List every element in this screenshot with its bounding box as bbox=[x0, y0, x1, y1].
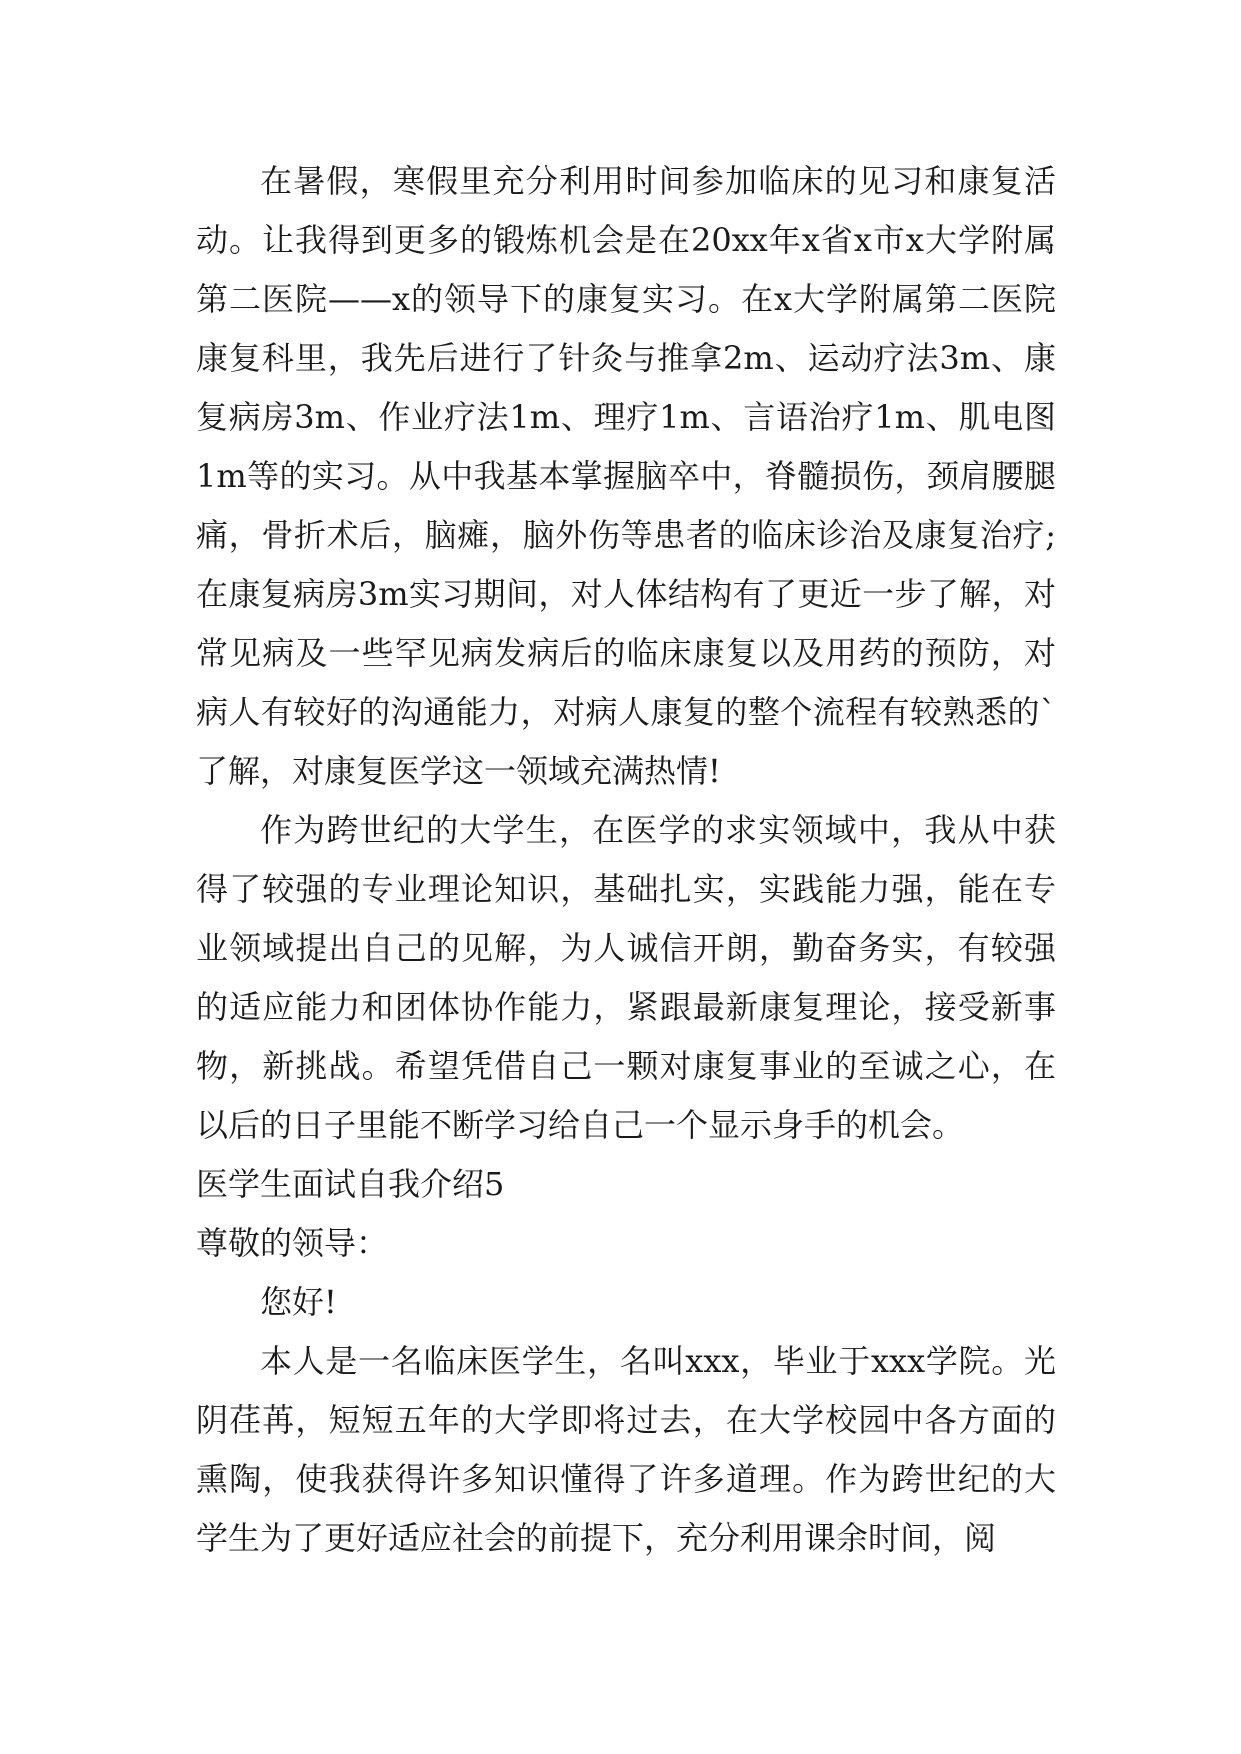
paragraph-internship: 在暑假，寒假里充分利用时间参加临床的见习和康复活动。让我得到更多的锻炼机会是在20xx年x省x市x大学附属第二医院——x的领导下的康复实习。在x大学附属第二医院康复科里，我先后进行了针灸与推拿2m、运动疗法3m、康复病房3m、作业疗法1m、理疗1m、言语治疗1m、肌电图1m等的实习。从中我基本掌握脑卒中，脊髓损伤，颈肩腰腿痛，骨折术后，脑瘫，脑外伤等患者的临床诊治及康复治疗;在康复病房3m实习期间，对人体结构有了更近一步了解，对常见病及一些罕见病发病后的临床康复以及用药的预防，对病人有较好的沟通能力，对病人康复的整个流程有较熟悉的`了解，对康复医学这一领域充满热情! bbox=[196, 162, 1056, 790]
paragraph-self-assessment: 作为跨世纪的大学生，在医学的求实领域中，我从中获得了较强的专业理论知识，基础扎实，实践能力强，能在专业领域提出自己的见解，为人诚信开朗，勤奋务实，有较强的适应能力和团体协作能力，紧跟最新康复理论，接受新事物，新挑战。希望凭借自己一颗对康复事业的至诚之心，在以后的日子里能不断学习给自己一个显示身手的机会。 bbox=[196, 811, 1056, 1144]
section-title: 医学生面试自我介绍5 bbox=[196, 1165, 505, 1203]
greeting: 您好! bbox=[260, 1283, 337, 1321]
paragraph-introduction: 本人是一名临床医学生，名叫xxx，毕业于xxx学院。光阴荏苒，短短五年的大学即将过去，在大学校园中各方面的熏陶，使我获得许多知识懂得了许多道理。作为跨世纪的大学生为了更好适应社会的前提下，充分利用课余时间，阅 bbox=[196, 1342, 1056, 1557]
salutation: 尊敬的领导： bbox=[196, 1224, 389, 1262]
document-body bbox=[196, 152, 1056, 1568]
